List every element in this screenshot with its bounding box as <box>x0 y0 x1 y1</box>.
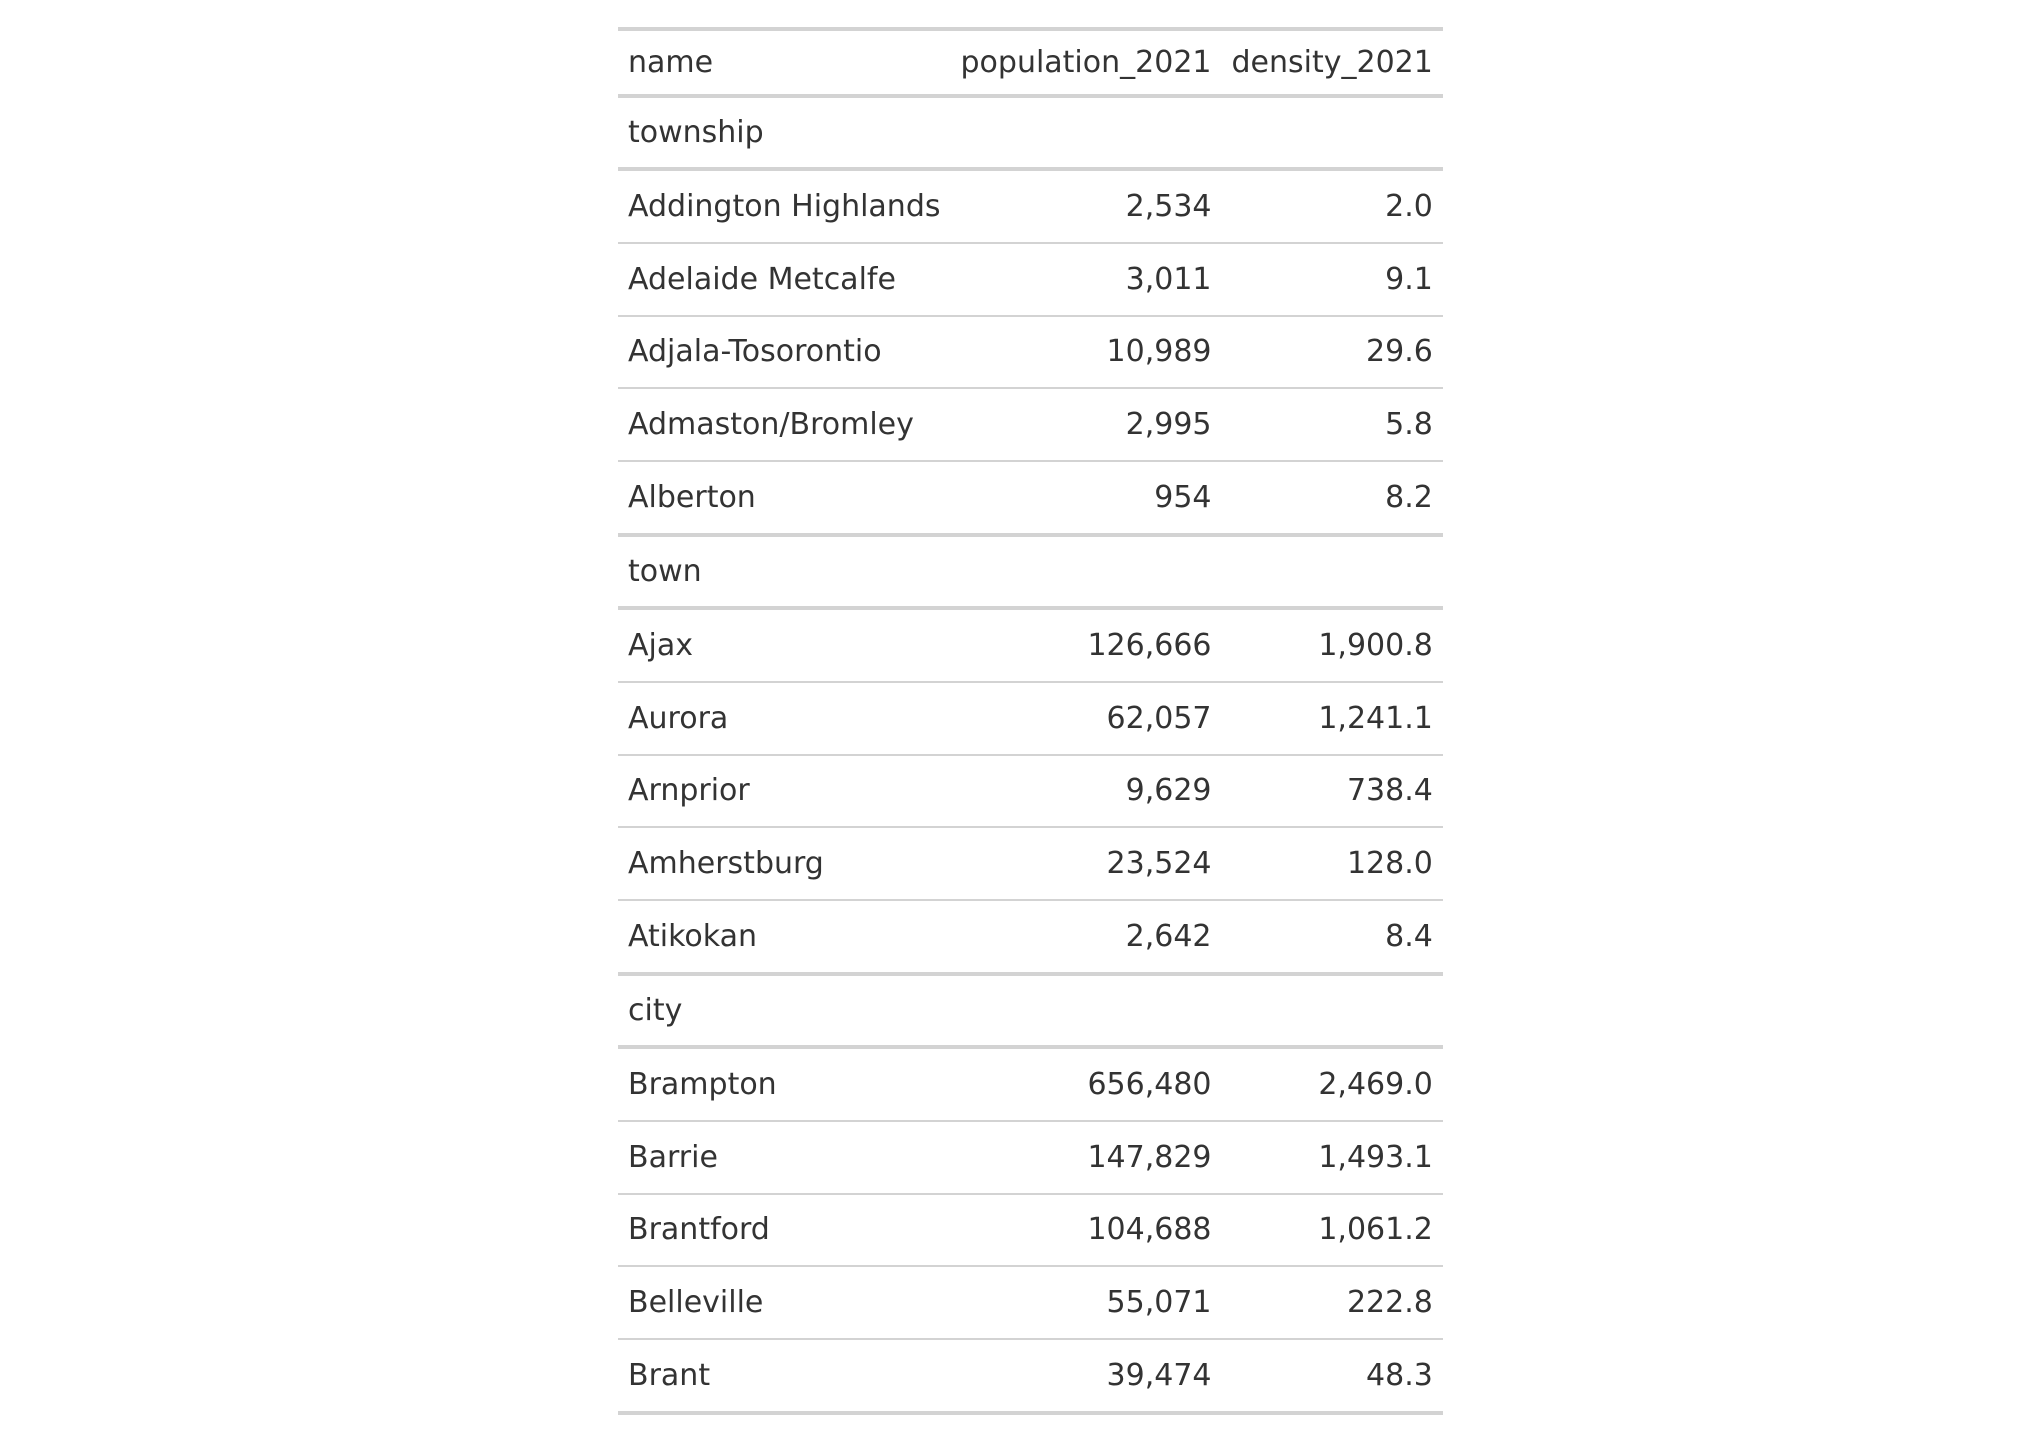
cell-population-2021: 10,989 <box>951 316 1222 389</box>
cell-density-2021: 5.8 <box>1222 388 1443 461</box>
group-row <box>618 96 1443 169</box>
cell-population-2021: 2,534 <box>1125 188 1212 224</box>
cell-density-2021: 738.4 <box>1222 755 1443 828</box>
cell-density-2021: 48.3 <box>1222 1339 1443 1413</box>
group-label: city <box>618 974 1443 1047</box>
table-row <box>618 755 1443 828</box>
cell-name: Alberton <box>618 461 951 535</box>
table-row <box>618 1047 1443 1121</box>
table-row <box>618 1266 1443 1339</box>
cell-density-2021: 2,469.0 <box>1318 1066 1433 1102</box>
cell-population-2021: 954 <box>951 461 1222 535</box>
cell-name: Adjala-Tosorontio <box>618 316 951 389</box>
cell-density-2021: 8.4 <box>1222 900 1443 974</box>
table-row <box>618 900 1443 974</box>
cell-name: Ajax <box>628 627 693 663</box>
column-header-density-2021: density_2021 <box>1222 29 1443 96</box>
header-row <box>618 29 1443 96</box>
column-header-population-2021: population_2021 <box>951 29 1222 96</box>
column-header-name: name <box>618 29 951 96</box>
table-row <box>618 461 1443 535</box>
cell-density-2021: 1,061.2 <box>1222 1194 1443 1267</box>
cell-density-2021: 1,493.1 <box>1222 1121 1443 1194</box>
table-row <box>618 388 1443 461</box>
cell-name: Brant <box>618 1339 951 1413</box>
table-row <box>618 682 1443 755</box>
table-row <box>618 827 1443 900</box>
cell-density-2021: 29.6 <box>1222 316 1443 389</box>
cell-name: Belleville <box>618 1266 951 1339</box>
cell-name: Aurora <box>618 682 951 755</box>
table-row <box>618 1121 1443 1194</box>
group-label: township <box>618 96 1443 169</box>
table-row <box>618 316 1443 389</box>
cell-population-2021: 9,629 <box>951 755 1222 828</box>
cell-population-2021: 126,666 <box>1087 627 1212 663</box>
cell-name: Arnprior <box>618 755 951 828</box>
cell-name: Adelaide Metcalfe <box>618 243 951 316</box>
cell-name: Amherstburg <box>618 827 951 900</box>
data-table <box>618 27 1443 1415</box>
cell-name: Barrie <box>618 1121 951 1194</box>
cell-population-2021: 2,642 <box>951 900 1222 974</box>
table-row <box>618 1339 1443 1413</box>
cell-density-2021: 1,241.1 <box>1222 682 1443 755</box>
cell-density-2021: 8.2 <box>1222 461 1443 535</box>
cell-density-2021: 2.0 <box>1385 188 1433 224</box>
cell-density-2021: 222.8 <box>1222 1266 1443 1339</box>
cell-density-2021: 128.0 <box>1222 827 1443 900</box>
group-row <box>618 535 1443 608</box>
cell-name: Atikokan <box>618 900 951 974</box>
table-row <box>618 169 1443 243</box>
cell-name: Admaston/Bromley <box>618 388 951 461</box>
group-label: town <box>618 535 1443 608</box>
cell-population-2021: 656,480 <box>1087 1066 1212 1102</box>
group-row <box>618 974 1443 1047</box>
table-row <box>618 243 1443 316</box>
table-row <box>618 608 1443 682</box>
cell-population-2021: 55,071 <box>951 1266 1222 1339</box>
table-row <box>618 1194 1443 1267</box>
cell-population-2021: 2,995 <box>951 388 1222 461</box>
cell-density-2021: 9.1 <box>1222 243 1443 316</box>
table-body <box>618 96 1443 1413</box>
cell-population-2021: 147,829 <box>951 1121 1222 1194</box>
cell-population-2021: 62,057 <box>951 682 1222 755</box>
cell-name: Brantford <box>618 1194 951 1267</box>
table-header <box>618 29 1443 96</box>
cell-population-2021: 104,688 <box>951 1194 1222 1267</box>
cell-density-2021: 1,900.8 <box>1318 627 1433 663</box>
cell-name: Addington Highlands <box>628 188 941 224</box>
cell-population-2021: 39,474 <box>951 1339 1222 1413</box>
cell-name: Brampton <box>628 1066 777 1102</box>
cell-population-2021: 3,011 <box>951 243 1222 316</box>
cell-population-2021: 23,524 <box>951 827 1222 900</box>
